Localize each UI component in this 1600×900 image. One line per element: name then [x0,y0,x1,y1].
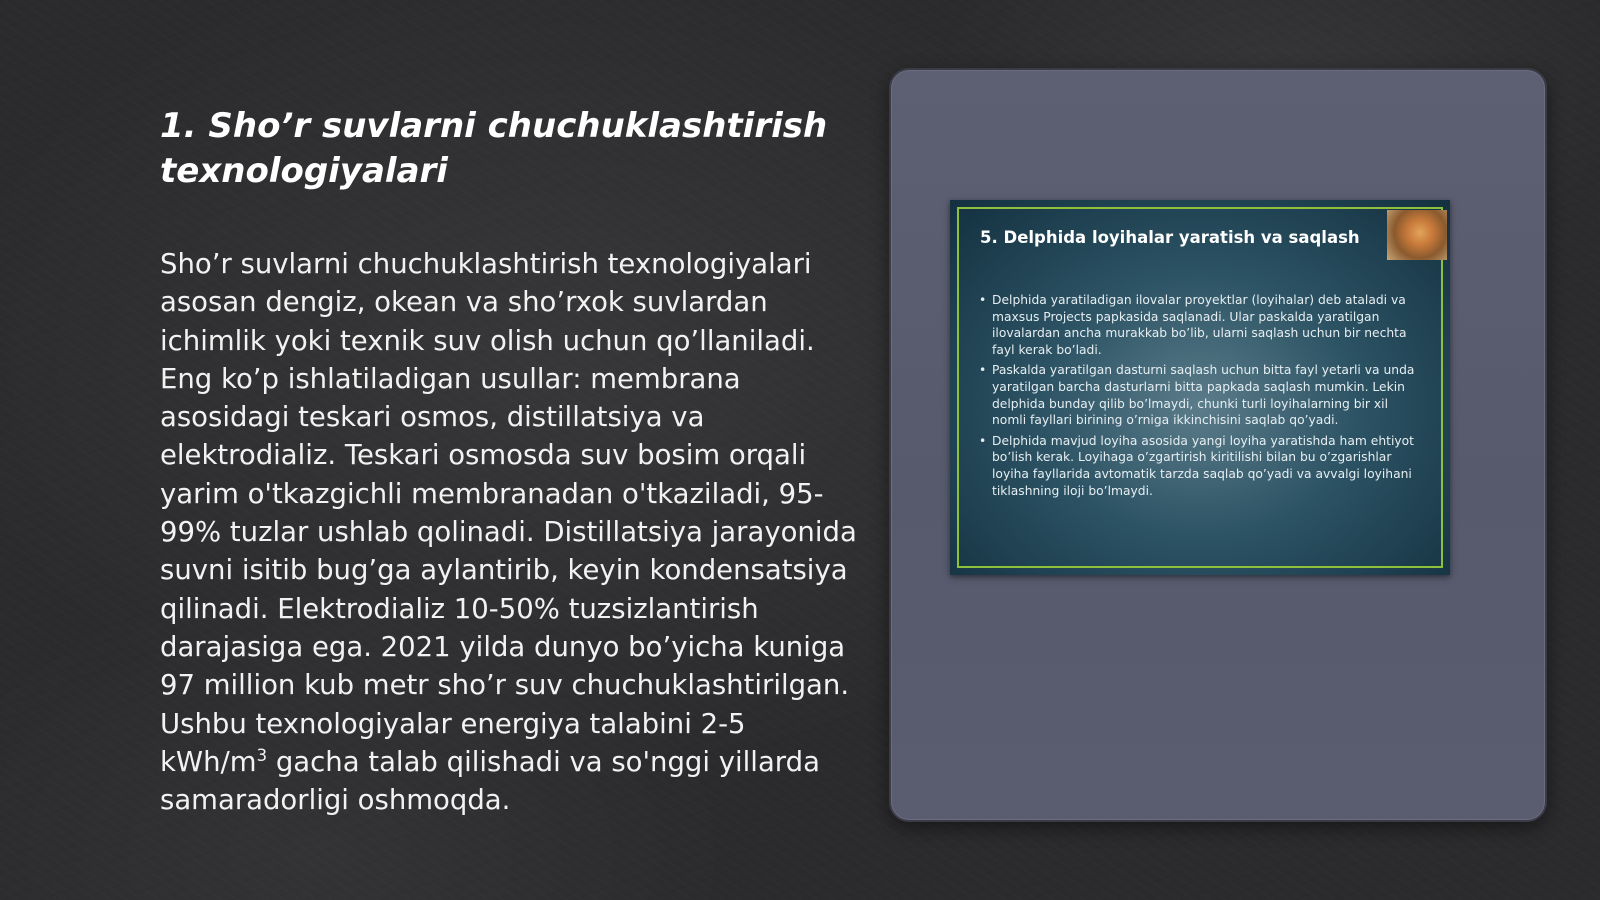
slide-title: 1. Sho’r suvlarni chuchuklashtirish texnologiyalari [160,106,828,191]
embedded-slide-bullet: • Paskalda yaratilgan dasturni saqlash uchun bitta fayl yetarli va unda yaratilgan barcha dasturlarni bitta papkada saqlash mumkin. Lekin delphida bunday qilib bo’lmaydi, chunki turli loyihalarning bir xil nomli fayllari birining o’rniga ikkinchisini saqlab qo’yadi. [978,362,1418,428]
embedded-slide-decorative-image [1387,210,1447,260]
body-text-main: Sho’r suvlarni chuchuklashtirish texnologiyalari asosan dengiz, okean va sho’rxok suvlardan ichimlik yoki texnik suv olish uchun qo’llaniladi. Eng ko’p ishlatiladigan usullar: membrana asosidagi teskari osmos, distillatsiya va elektrodializ. Teskari osmosda suv bosim orqali yarim o'tkazgichli membranadan o'tkaziladi, 95-99% tuzlar ushlab qolinadi. Distillatsiya jarayonida suvni isitib bug’ga aylantirib, keyin kondensatsiya qilinadi. Elektrodializ 10-50% tuzsizlantirish darajasiga ega. 2021 yilda dunyo bo’yicha kuniga 97 million kub metr sho’r suv chuchuklashtirilgan. Ushbu texnologiyalar energiya talabini 2-5 kWh/m [160,248,857,778]
embedded-slide-bullet: • Delphida mavjud loyiha asosida yangi loyiha yaratishda ham ehtiyot bo’lish kerak. Loyihaga o’zgartirish kiritilishi bilan bu o’zgarishlar loyiha fayllarida avtomatik tarzda saqlab qo’yadi va avvalgi loyihani tiklashning iloji bo’lmaydi. [978,433,1418,499]
embedded-slide-bullet: • Delphida yaratiladigan ilovalar proyektlar (loyihalar) deb ataladi va maxsus Projects papkasida saqlanadi. Ular paskalda yaratilgan ilovalardan ancha murakkab bo’lib, ularni saqlash uchun bir nechta fayl kerak bo’ladi. [978,292,1418,358]
embedded-slide-thumbnail [950,200,1450,575]
embedded-slide-bullet-list [978,292,1418,503]
embedded-slide-title: 5. Delphida loyihalar yaratish va saqlash [980,228,1360,247]
slide-body-text [160,245,860,819]
body-text-superscript: 3 [256,745,268,765]
body-text-end: gacha talab qilishadi va so'nggi yillarda samaradorligi oshmoqda. [160,745,820,817]
